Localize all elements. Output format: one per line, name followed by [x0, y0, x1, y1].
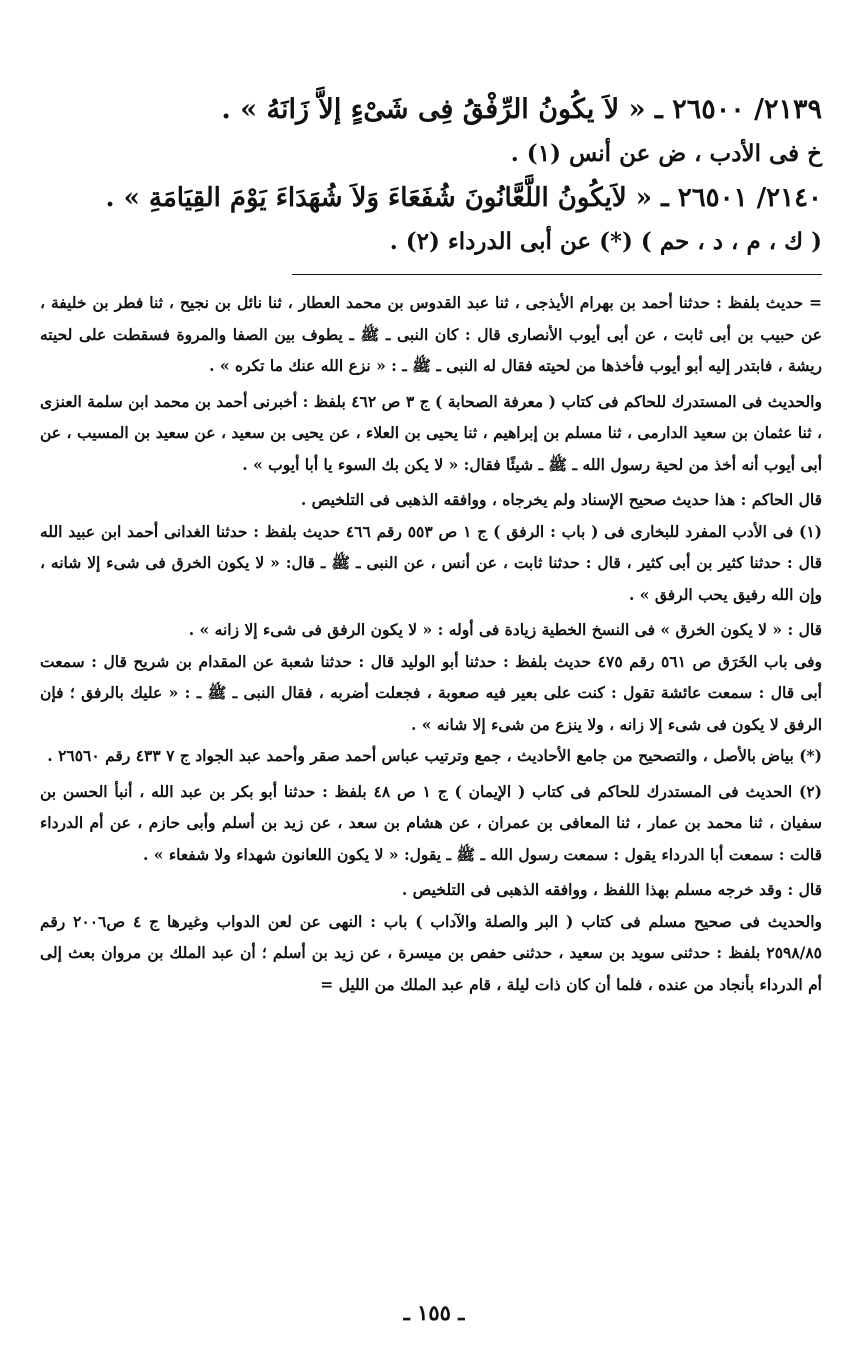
footnote-divider [292, 274, 822, 275]
hadith-2139: ٢١٣٩/ ٢٦٥٠٠ ـ « لاَ يكُونُ الرِّفْقُ فِى شَىْءٍ إلاَّ زَانَهُ » . [221, 94, 822, 125]
footnote-paragraph: وفى باب الخَرَق ص ٥٦١ رقم ٤٧٥ حديث بلفظ : حدثنا أبو الوليد قال : حدثنا شعبة عن المقدام بن شريح قال : سمعت أبى قال : سمعت عائشة تقول : كنت على بعير فيه صعوبة ، فجعلت أضربه ، فقال النبى ـ ﷺ ـ : « عليك بالرفق ؛ فإن الرفق لا يكون فى شىء إلا زانه ، ولا ينزع من شىء إلا شانه » . [40, 651, 822, 734]
footnote-continuation: = حديث بلفظ : حدثنا أحمد بن بهرام الأيذجى ، ثنا عبد القدوس بن محمد العطار ، ثنا نائل بن نجيح ، ثنا فطر بن خليفة ، عن حبيب بن أبى ثابت ، عن أبى أيوب الأنصارى قال : كان النبى ـ ﷺ ـ يطوف بين الصفا والمروة فسقطت على لحيته ريشة ، فابتدر إليه أبو أيوب فأخذها من لحيته فقال له النبى ـ ﷺ ـ : « نزع الله عنك ما تكره » . [40, 293, 822, 375]
footnote-paragraph: والحديث فى المستدرك للحاكم فى كتاب ( معرفة الصحابة ) ج ٣ ص ٤٦٢ بلفظ : أخبرنى أحمد بن محمد ابن سلمة العنزى ، ثنا عثمان بن سعيد الدارمى ، ثنا مسلم بن إبراهيم ، ثنا يحيى بن العلاء ، عن يحيى بن سعيد ، عن سعيد بن المسيب ، عن أبى أيوب أنه أخذ من لحية رسول الله ـ ﷺ ـ شيئًا فقال: « لا يكن بك السوء يا أبا أيوب » . [40, 391, 822, 474]
footnote-1: (١) فى الأدب المفرد للبخارى فى ( باب : الرفق ) ج ١ ص ٥٥٣ رقم ٤٦٦ حديث بلفظ : حدثنا الغدانى أحمد ابن عبيد الله قال : حدثنا كثير بن أبى كثير ، قال : حدثنا ثابت ، عن أنس ، عن النبى ـ ﷺ ـ قال: « لا يكون الخرق فى شىء إلا شانه ، وإن الله رفيق يحب الرفق » . [40, 521, 822, 604]
footnote-star: (*) بياض بالأصل ، والتصحيح من جامع الأحاديث ، جمع وترتيب عباس أحمد صقر وأحمد عبد الجواد ج ٧ ٤٣٣ رقم ٢٦٥٦٠ . [47, 746, 822, 765]
footnote-2: (٢) الحديث فى المستدرك للحاكم فى كتاب ( الإيمان ) ج ١ ص ٤٨ بلفظ : حدثنا أبو بكر بن عبد الله ، أنبأ الحسن بن سفيان ، ثنا محمد بن عمار ، ثنا المعافى بن عمران ، عن هشام بن سعد ، عن زيد بن أسلم وأبى حازم ، عن أم الدرداء قالت : سمعت أبا الدرداء يقول : سمعت رسول الله ـ ﷺ ـ يقول: « لا يكون اللعانون شهداء ولا شفعاء » . [40, 781, 823, 864]
footnote-paragraph: والحديث فى صحيح مسلم فى كتاب ( البر والصلة والآداب ) باب : النهى عن لعن الدواب وغيرها ج ٤ ص٢٠٠٦ رقم ٢٥٩٨/٨٥ بلفظ : حدثنى سويد بن سعيد ، حدثنى حفص بن ميسرة ، عن زيد بن أسلم ؛ أن عبد الملك بن مروان بعث إلى أم الدرداء بأنجاد من عنده ، فلما أن كان ذات ليلة ، قام عبد الملك من الليل = [40, 911, 822, 994]
footnote-paragraph: قال : « لا يكون الخرق » فى النسخ الخطية زيادة فى أوله : « لا يكون الرفق فى شىء إلا زانه » . [188, 620, 822, 639]
hadith-2140: ٢١٤٠/ ٢٦٥٠١ ـ « لاَيكُونُ اللَّعَّانُونَ شُفَعَاءَ وَلاَ شُهَدَاءَ يَوْمَ القِيَامَةِ » . [105, 183, 822, 213]
footnotes [40, 287, 822, 1000]
hadith-2140-source: ( ك ، م ، د ، حم ) (*) عن أبى الدرداء (٢) . [389, 228, 822, 255]
footnote-paragraph: قال الحاكم : هذا حديث صحيح الإسناد ولم يخرجاه ، ووافقه الذهبى فى التلخيص . [300, 490, 822, 509]
footnote-paragraph: قال : وقد خرجه مسلم بهذا اللفظ ، ووافقه الذهبى فى التلخيص . [401, 880, 822, 899]
page-number: ـ ١٥٥ ـ [403, 1300, 465, 1325]
hadith-block [40, 88, 822, 264]
hadith-2139-source: خ فى الأدب ، ض عن أنس (١) . [510, 140, 822, 167]
